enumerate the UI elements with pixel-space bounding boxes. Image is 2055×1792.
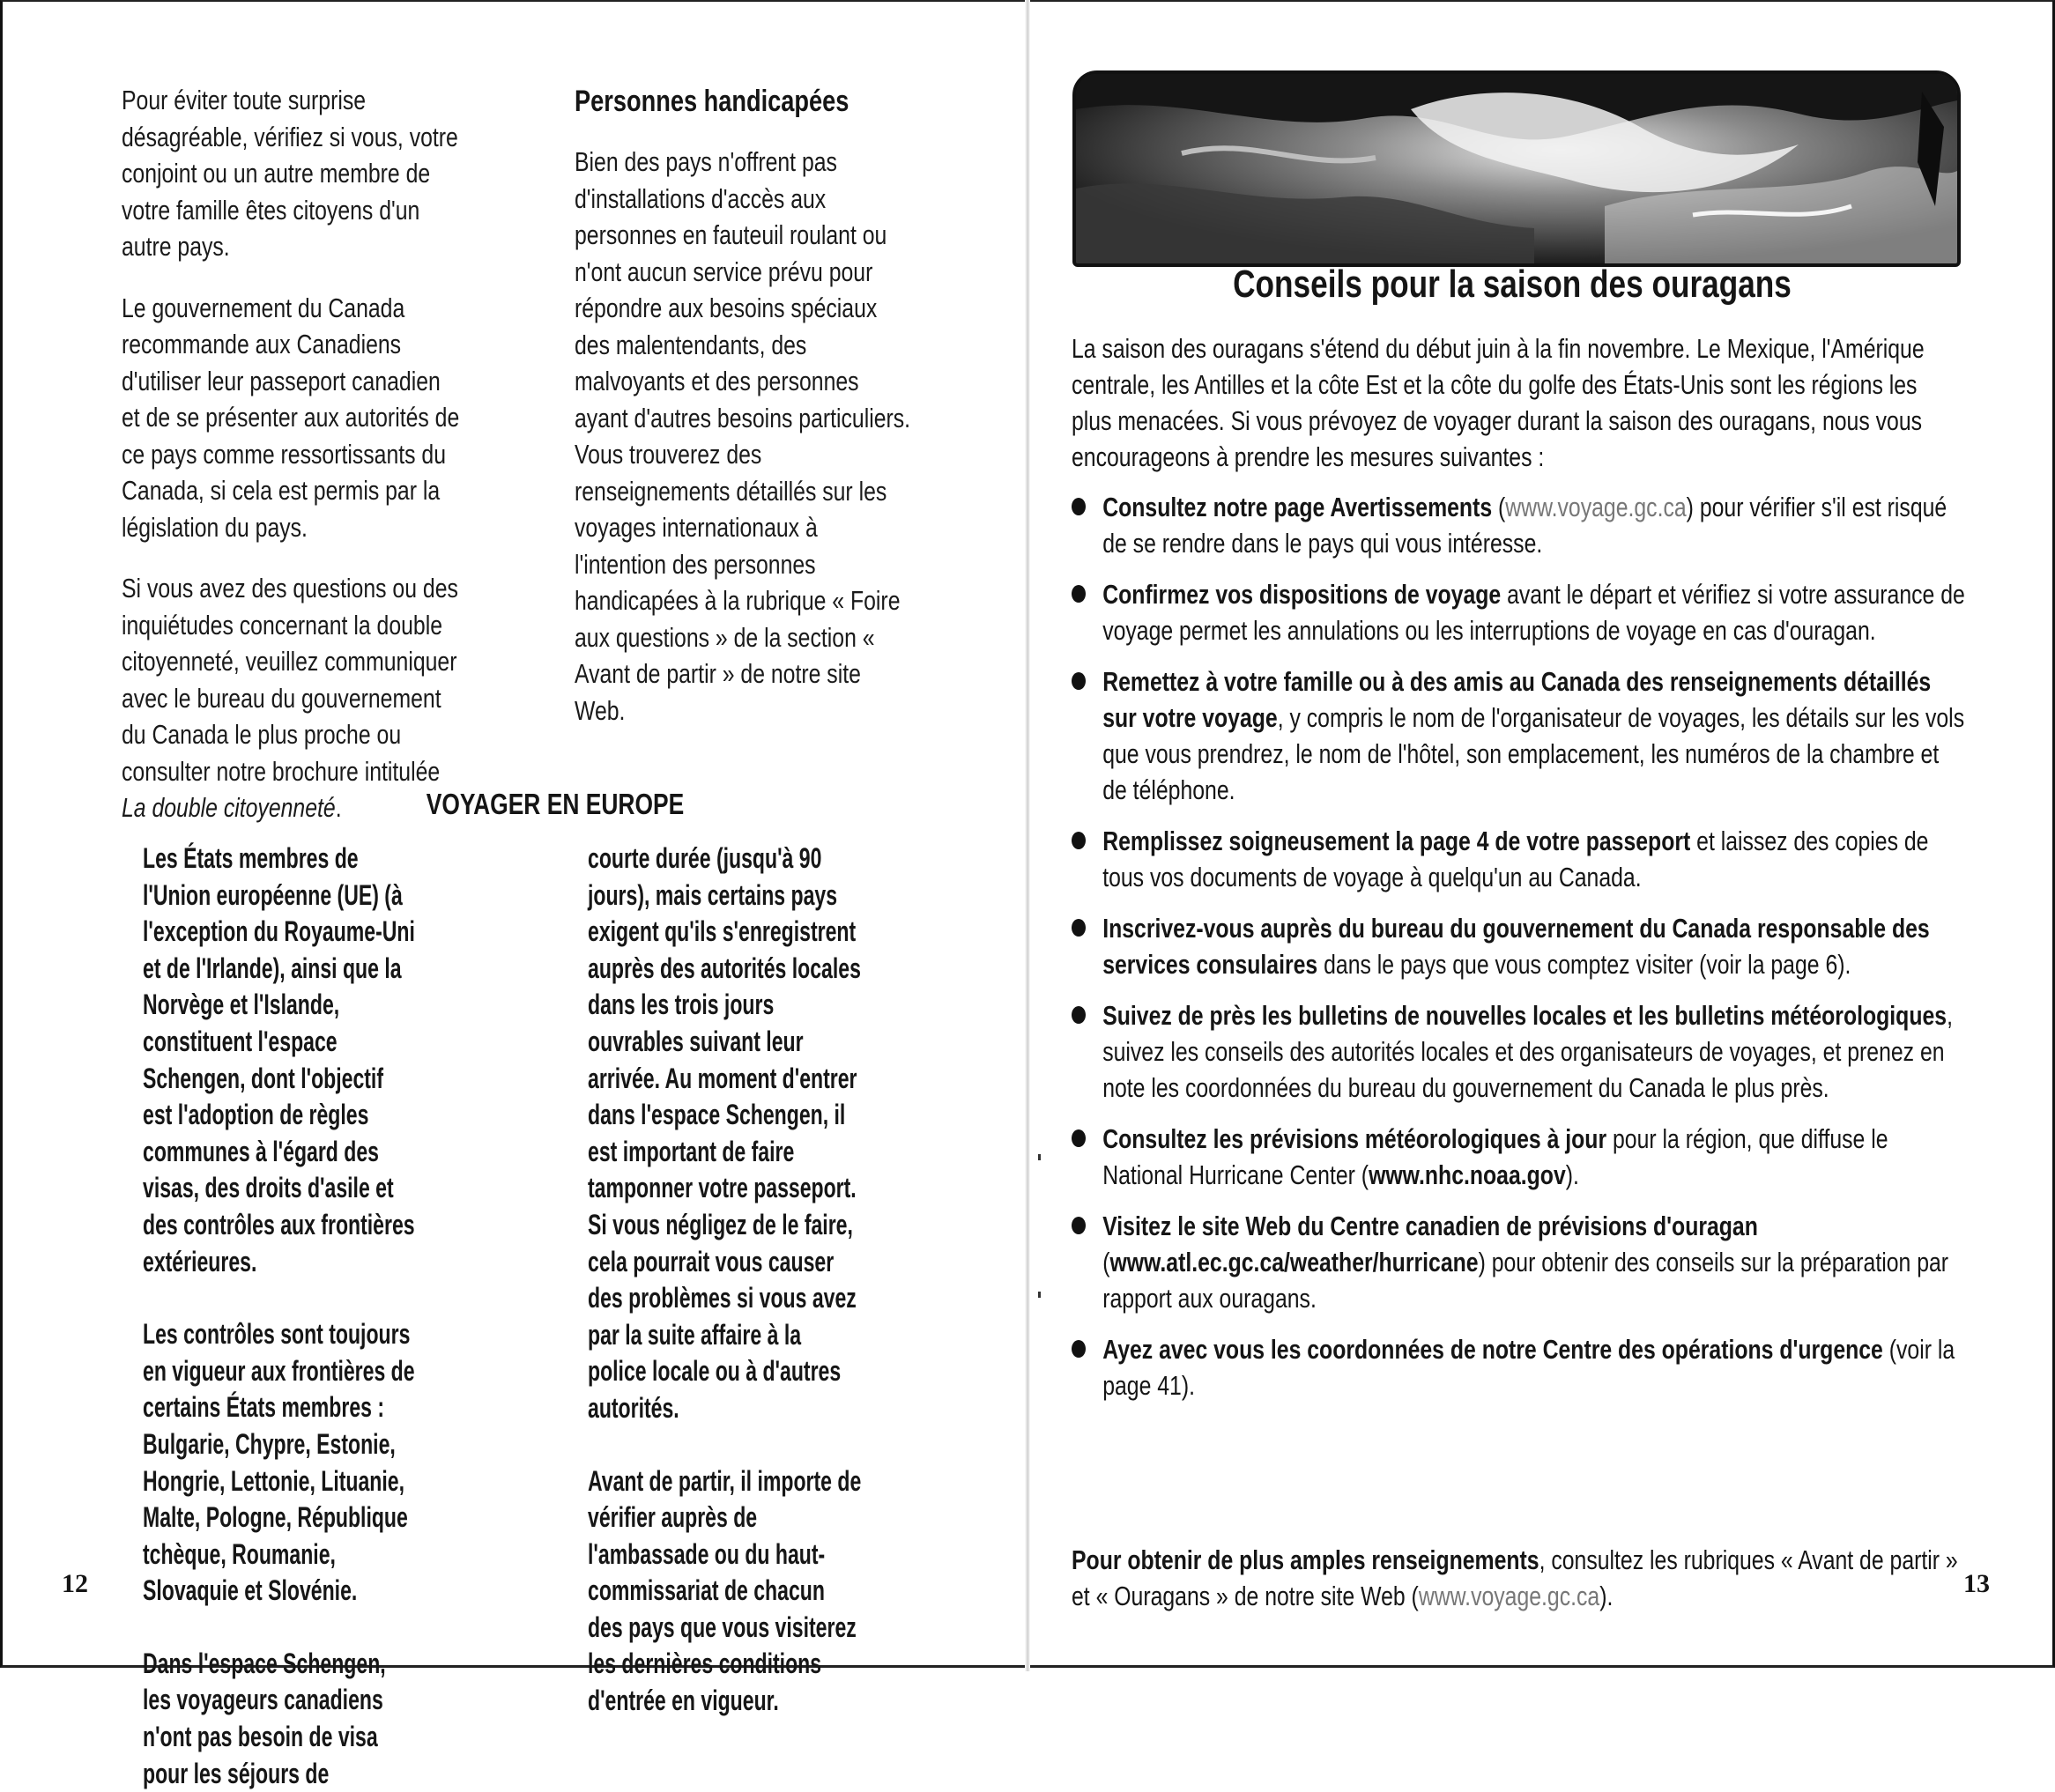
list-item bbox=[1072, 576, 1967, 648]
voyage-link-footer[interactable]: www.voyage.gc.ca bbox=[1418, 1581, 1600, 1611]
tip-bold: Remettez à votre famille ou à des amis au Canada des renseignements détaillés sur votre voyage bbox=[1102, 666, 1932, 733]
tip-bold: Consultez les prévisions météorologiques à jour bbox=[1102, 1123, 1607, 1154]
tip-bold: Ayez avec vous les coordonnées de notre Centre des opérations d'urgence bbox=[1102, 1334, 1883, 1365]
tip-text-end: ). bbox=[1565, 1159, 1579, 1190]
footer-text: , consultez les rubriques « Avant de partir » et « Ouragans » de notre site Web ( bbox=[1072, 1544, 1958, 1611]
paragraph: courte durée (jusqu'à 90 jours), mais certains pays exigent qu'ils s'enregistrent auprès des autorités locales dans les trois jours ouvrables suivant leur arrivée. Au moment d'entrer dans l'espace Schengen, il est important de faire tamponner votre passeport. Si vous négligez de le faire, cela pourrait vous causer des problèmes si vous avez par la suite affaire à la police locale ou à d'autres autorités. bbox=[588, 842, 861, 1424]
tip-text-end: ) pour obtenir des conseils sur la préparation par rapport aux ouragans. bbox=[1102, 1247, 1949, 1314]
tip-bold: Remplissez soigneusement la page 4 de votre passeport bbox=[1102, 826, 1691, 856]
list-item bbox=[1072, 997, 1967, 1106]
paragraph: Le gouvernement du Canada recommande aux Canadiens d'utiliser leur passeport canadien et de se présenter aux autorités de ce pays comme ressortissants du Canada, si cela est permis par la législation du pays. bbox=[122, 292, 460, 543]
tip-bold: Visitez le site Web du Centre canadien de prévisions d'ouragan bbox=[1102, 1211, 1758, 1241]
hurricane-centre-link[interactable]: www.atl.ec.gc.ca/weather/hurricane bbox=[1109, 1247, 1479, 1277]
list-item bbox=[1072, 663, 1967, 808]
page-title: Conseils pour la saison des ouragans bbox=[1233, 263, 1792, 306]
bullet-icon bbox=[1072, 585, 1086, 603]
list-item: Consultez notre page Avertissements (www.voyage.gc.ca) pour vérifier s'il est risqué de se rendre dans le pays qui vous intéresse. bbox=[1072, 489, 1967, 561]
paragraph: Bien des pays n'offrent pas d'installations d'accès aux personnes en fauteuil roulant ou n'ont aucun service prévu pour répondre aux besoins spéciaux des malentendants, des malvoyants et des personnes ayant d'autres besoins particuliers. Vous trouverez des renseignements détaillés sur les voyages internationaux à l'intention des personnes handicapées à la rubrique « Foire aux questions » de la section « Avant de partir » de notre site Web. bbox=[575, 146, 911, 726]
footer-end: ). bbox=[1599, 1581, 1614, 1611]
list-item bbox=[1072, 910, 1967, 982]
disabled-travelers-column bbox=[575, 144, 911, 729]
europe-heading: VOYAGER EN EUROPE bbox=[426, 788, 685, 820]
page-number-right: 13 bbox=[1963, 1569, 1990, 1598]
tip-text: pour la région, que diffuse le National Hurricane Center ( bbox=[1102, 1123, 1888, 1190]
bullet-icon bbox=[1072, 672, 1086, 690]
bullet-icon bbox=[1072, 919, 1086, 937]
hurricane-tips-list bbox=[1072, 489, 1967, 1418]
tip-bold: Confirmez vos dispositions de voyage bbox=[1102, 579, 1502, 610]
paragraph: Avant de partir, il importe de vérifier auprès de l'ambassade ou du haut-commissariat de chacun des pays que vous visiterez les dernières conditions d'entrée en vigueur. bbox=[588, 1464, 862, 1717]
tip-text: avant le départ et vérifiez si votre assurance de voyage permet les annulations ou les interruptions de voyage en cas d'ouragan. bbox=[1102, 579, 1965, 646]
tip-bold: Inscrivez-vous auprès du bureau du gouvernement du Canada responsable des services consulaires bbox=[1102, 913, 1930, 980]
hurricane-satellite-graphic bbox=[1076, 74, 1957, 263]
paragraph: Les contrôles sont toujours en vigueur aux frontières de certains États membres : Bulgarie, Chypre, Estonie, Hongrie, Lettonie, Lituanie, Malte, Pologne, République tchèque, Roumanie, Slovaquie et Slovénie. bbox=[143, 1318, 415, 1607]
tip-text: dans le pays que vous comptez visiter (voir la page 6). bbox=[1317, 949, 1851, 980]
list-item bbox=[1072, 1121, 1967, 1193]
tip-text: , y compris le nom de l'organisateur de voyages, les détails sur les vols que vous prendrez, le nom de l'hôtel, son emplacement, les numéros de la chambre et de téléphone. bbox=[1102, 702, 1965, 805]
bullet-icon bbox=[1072, 498, 1086, 515]
tip-text: et laissez des copies de tous vos documents de voyage à quelqu'un au Canada. bbox=[1102, 826, 1929, 892]
scan-mark bbox=[1038, 1154, 1041, 1160]
intro-paragraph: La saison des ouragans s'étend du début juin à la fin novembre. Le Mexique, l'Amérique centrale, les Antilles et la côte Est et la côte du golfe des États-Unis sont les régions les plus menacées. Si vous prévoyez de voyager durant la saison des ouragans, nous vous encourageons à prendre les mesures suivantes : bbox=[1072, 333, 1925, 472]
paragraph-end: . bbox=[335, 792, 342, 823]
europe-column-2 bbox=[588, 840, 862, 1720]
europe-column-1 bbox=[143, 840, 417, 1792]
bullet-icon bbox=[1072, 1340, 1086, 1358]
paragraph-text: Si vous avez des questions ou des inquiétudes concernant la double citoyenneté, veuillez communiquer avec le bureau du gouvernement du Canada le plus proche ou consulter notre brochure intitulée bbox=[122, 573, 458, 787]
brochure-title: La double citoyenneté bbox=[122, 792, 336, 823]
tip-text: , suivez les conseils des autorités locales et des organisateurs de voyages, et prenez en note les coordonnées du bureau du gouvernement du Canada le plus près. bbox=[1102, 1000, 1953, 1103]
voyage-link[interactable]: www.voyage.gc.ca bbox=[1505, 492, 1687, 522]
scan-mark bbox=[1038, 1292, 1041, 1298]
tip-text: ( bbox=[1102, 1247, 1110, 1277]
page-number-left: 12 bbox=[62, 1569, 88, 1598]
list-item bbox=[1072, 823, 1967, 895]
paragraph: Pour éviter toute surprise désagréable, vérifiez si vous, votre conjoint ou un autre membre de votre famille êtes citoyens d'un autre pays. bbox=[122, 85, 458, 262]
list-item bbox=[1072, 1208, 1967, 1316]
tip-text: pour vérifier s'il est risqué de se rendre dans le pays qui vous intéresse. bbox=[1102, 492, 1947, 559]
tip-text: (voir la page 41). bbox=[1102, 1334, 1955, 1401]
book-spine bbox=[1025, 0, 1030, 1671]
tip-bold: Suivez de près les bulletins de nouvelles locales et les bulletins météorologiques bbox=[1102, 1000, 1947, 1031]
bullet-icon bbox=[1072, 832, 1086, 849]
bullet-icon bbox=[1072, 1129, 1086, 1147]
paragraph: Dans l'espace Schengen, les voyageurs canadiens n'ont pas besoin de visa pour les séjours de bbox=[143, 1647, 386, 1789]
paragraph: Les États membres de l'Union européenne (UE) (à l'exception du Royaume-Uni et de l'Irlande), ainsi que la Norvège et l'Islande, constituent l'espace Schengen, dont l'objectif est l'adoption de règles communes à l'égard des visas, des droits d'asile et des contrôles aux frontières extérieures. bbox=[143, 842, 415, 1277]
list-item bbox=[1072, 1331, 1967, 1403]
footer-bold: Pour obtenir de plus amples renseignements bbox=[1072, 1544, 1539, 1575]
nhc-link[interactable]: www.nhc.noaa.gov bbox=[1369, 1159, 1566, 1190]
bullet-icon bbox=[1072, 1006, 1086, 1024]
tip-bold: Consultez notre page Avertissements bbox=[1102, 492, 1493, 522]
hurricane-satellite-image bbox=[1072, 70, 1961, 267]
bullet-icon bbox=[1072, 1217, 1086, 1234]
more-info-note bbox=[1072, 1542, 1967, 1614]
dual-citizenship-column bbox=[122, 82, 464, 826]
disabled-travelers-heading: Personnes handicapées bbox=[575, 85, 849, 118]
